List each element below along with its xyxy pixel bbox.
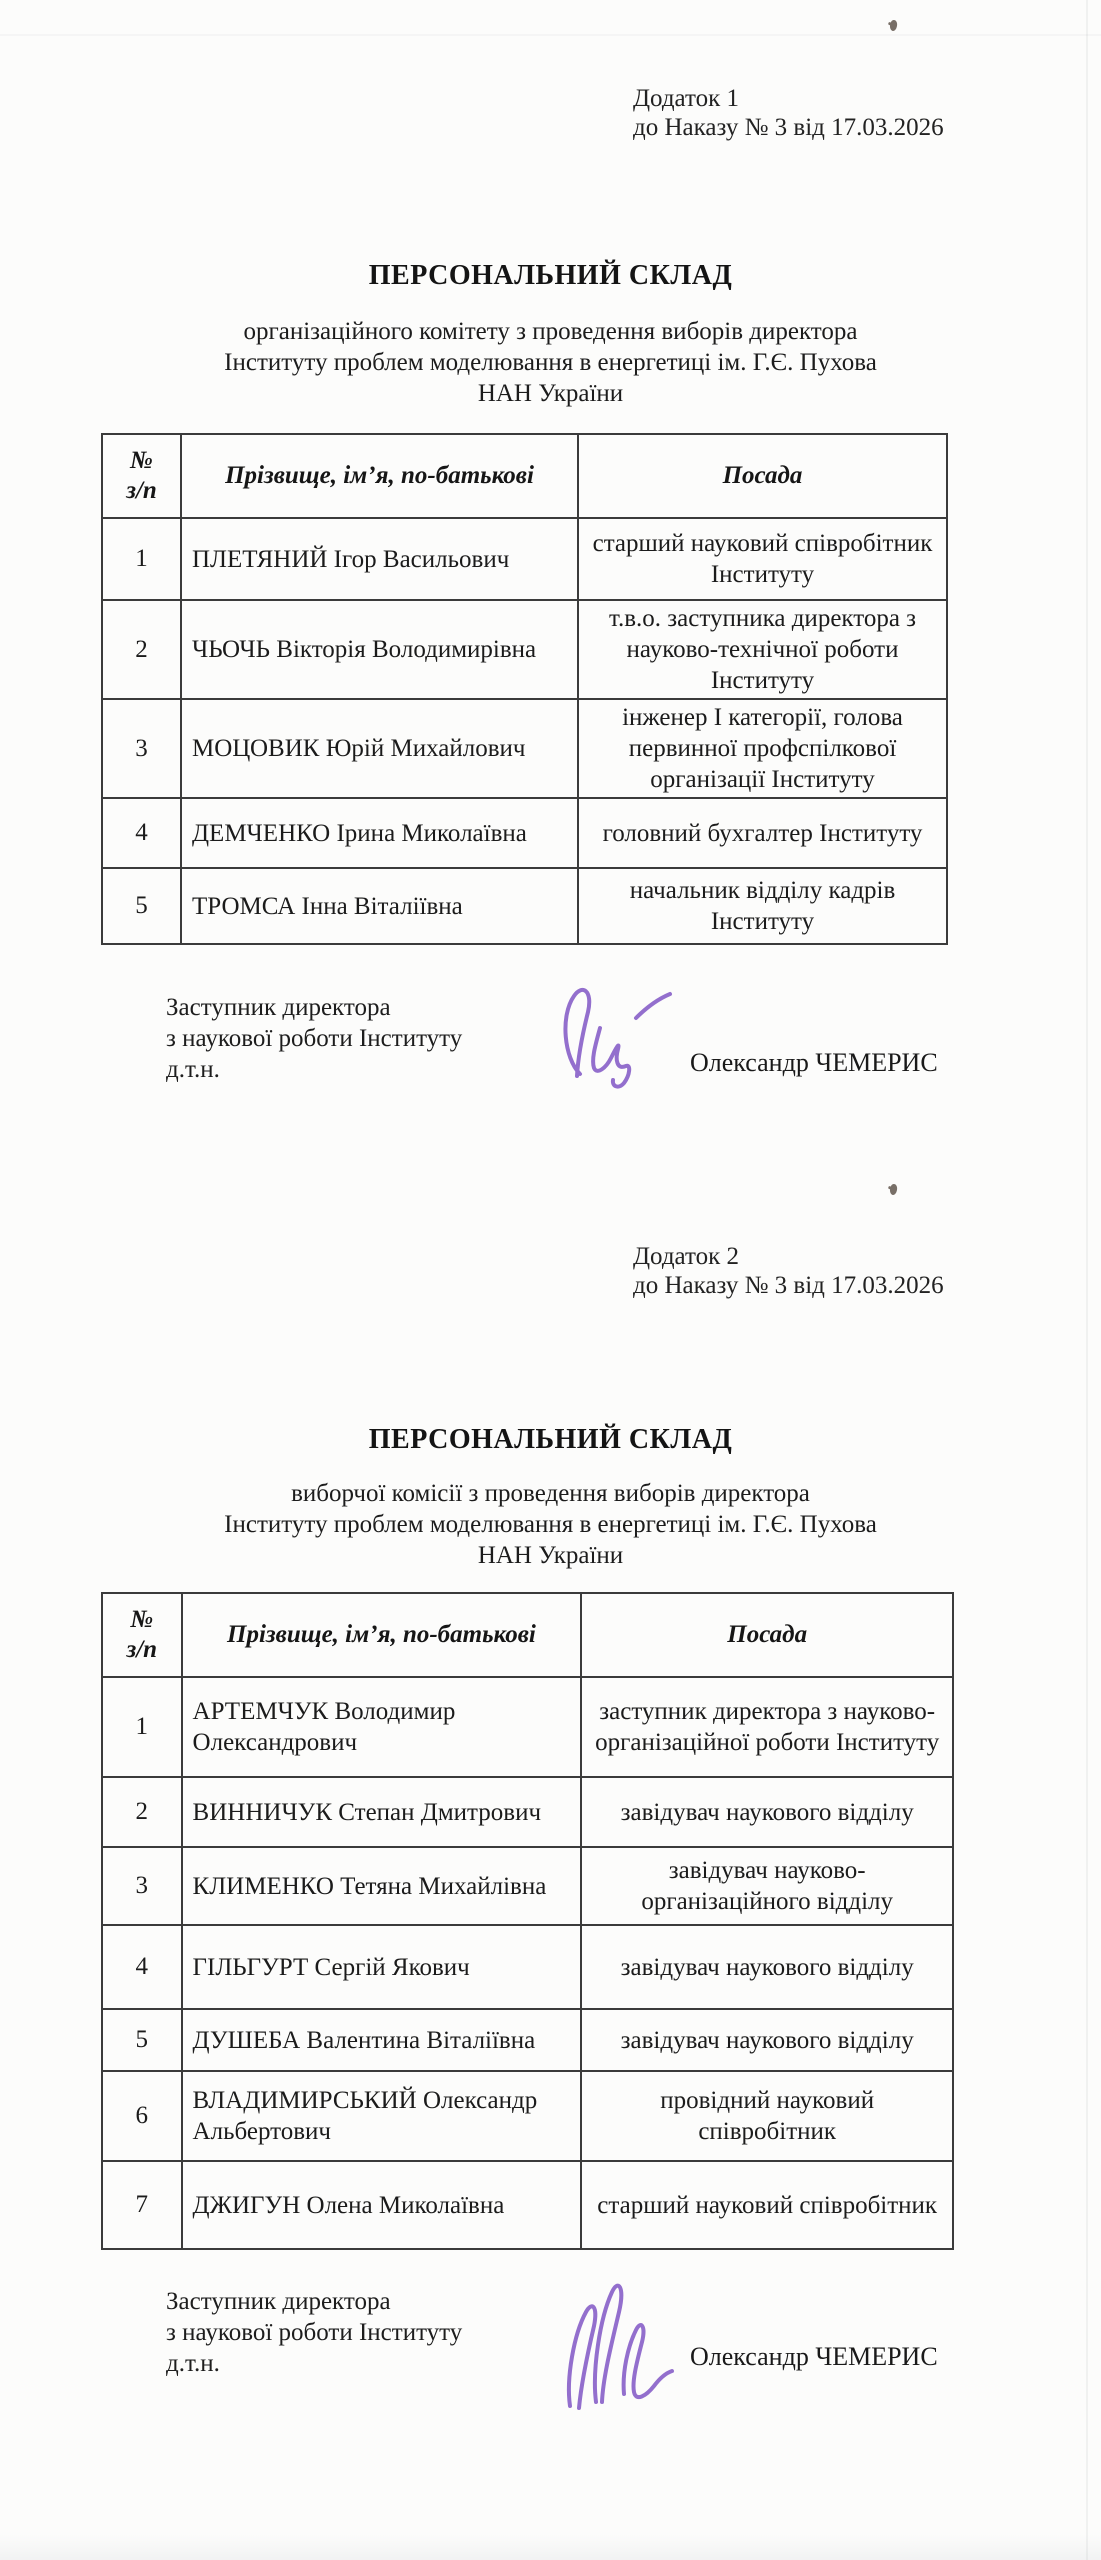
row-number: 1 bbox=[102, 1677, 182, 1777]
document-subtitle-2 bbox=[0, 1478, 1101, 1571]
scan-bottom-shade bbox=[0, 2534, 1101, 2560]
table-row bbox=[102, 1925, 953, 2009]
row-number: 5 bbox=[102, 2009, 182, 2071]
signer-role-1 bbox=[166, 992, 462, 1085]
header-full-name: Прізвище, ім’я, по-батькові bbox=[181, 434, 578, 518]
signer-role-line-3: д.т.н. bbox=[166, 1056, 220, 1083]
member-position: завідувач наукового відділу bbox=[581, 1925, 953, 2009]
document-title-2: ПЕРСОНАЛЬНИЙ СКЛАД bbox=[368, 1424, 733, 1455]
member-name: ДЖИГУН Олена Миколаївна bbox=[182, 2161, 582, 2249]
member-position: старший науковий співробітник bbox=[581, 2161, 953, 2249]
row-number: 2 bbox=[102, 600, 181, 699]
header-number: № з/п bbox=[102, 434, 181, 518]
member-name: ДЕМЧЕНКО Ірина Миколаївна bbox=[181, 798, 578, 868]
member-name: ПЛЕТЯНИЙ Ігор Васильович bbox=[181, 518, 578, 600]
row-number: 1 bbox=[102, 518, 181, 600]
table-row bbox=[102, 600, 947, 699]
signer-role-line-2: з наукової роботи Інституту bbox=[166, 2319, 463, 2346]
member-position: т.в.о. заступника директора з науково-технічної роботи Інституту bbox=[578, 600, 947, 699]
table-row bbox=[102, 798, 947, 868]
header-full-name: Прізвище, ім’я, по-батькові bbox=[182, 1593, 582, 1677]
handwritten-signature-1 bbox=[542, 976, 682, 1098]
signer-role-line-3: д.т.н. bbox=[166, 2350, 220, 2377]
member-name: ВИННИЧУК Степан Дмитрович bbox=[182, 1777, 582, 1847]
subtitle-line-1: організаційного комітету з проведення виборів директора bbox=[243, 318, 858, 345]
member-position: провідний науковий співробітник bbox=[581, 2071, 953, 2161]
member-position: головний бухгалтер Інституту bbox=[578, 798, 947, 868]
subtitle-line-3: НАН України bbox=[477, 380, 624, 407]
table-header-row bbox=[102, 434, 947, 518]
signer-role-2 bbox=[166, 2286, 462, 2379]
subtitle-line-2: Інституту проблем моделювання в енергетиці ім. Г.Є. Пухова bbox=[224, 1511, 877, 1538]
scan-speck bbox=[889, 1183, 898, 1195]
member-position: інженер І категорії, голова первинної профспілкової організації Інституту bbox=[578, 699, 947, 798]
table-row bbox=[102, 2071, 953, 2161]
member-name: ТРОМСА Інна Віталіївна bbox=[181, 868, 578, 944]
handwritten-signature-2 bbox=[548, 2270, 676, 2414]
signer-name-1: Олександр ЧЕМЕРИС bbox=[690, 1048, 938, 1077]
table-row bbox=[102, 2161, 953, 2249]
header-position: Посада bbox=[581, 1593, 953, 1677]
committee-members-table bbox=[101, 433, 948, 945]
subtitle-line-2: Інституту проблем моделювання в енергетиці ім. Г.Є. Пухова bbox=[224, 349, 877, 376]
member-position: заступник директора з науково-організаційної роботи Інституту bbox=[581, 1677, 953, 1777]
annex-line-2: до Наказу № 3 від 17.03.2026 bbox=[633, 1272, 944, 1299]
subtitle-line-1: виборчої комісії з проведення виборів директора bbox=[291, 1480, 810, 1507]
member-name: АРТЕМЧУК Володимир Олександрович bbox=[182, 1677, 582, 1777]
member-name: ЧЬОЧЬ Вікторія Володимирівна bbox=[181, 600, 578, 699]
row-number: 3 bbox=[102, 1847, 182, 1925]
member-position: старший науковий співробітник Інституту bbox=[578, 518, 947, 600]
member-name: ДУШЕБА Валентина Віталіївна bbox=[182, 2009, 582, 2071]
member-name: ВЛАДИМИРСЬКИЙ Олександр Альбертович bbox=[182, 2071, 582, 2161]
member-name: КЛИМЕНКО Тетяна Михайлівна bbox=[182, 1847, 582, 1925]
document-subtitle-1 bbox=[0, 316, 1101, 409]
row-number: 6 bbox=[102, 2071, 182, 2161]
signer-role-line-1: Заступник директора bbox=[166, 994, 391, 1021]
document-title-1: ПЕРСОНАЛЬНИЙ СКЛАД bbox=[368, 260, 733, 291]
scan-top-shade bbox=[0, 34, 1101, 36]
row-number: 4 bbox=[102, 1925, 182, 2009]
header-number: № з/п bbox=[102, 1593, 182, 1677]
annex-line-1: Додаток 1 bbox=[633, 85, 739, 112]
annex-line-2: до Наказу № 3 від 17.03.2026 bbox=[633, 114, 944, 141]
annex-note-2 bbox=[633, 1242, 944, 1300]
scan-speck bbox=[889, 19, 898, 31]
member-name: МОЦОВИК Юрій Михайлович bbox=[181, 699, 578, 798]
row-number: 3 bbox=[102, 699, 181, 798]
member-position: начальник відділу кадрів Інституту bbox=[578, 868, 947, 944]
signer-name-2: Олександр ЧЕМЕРИС bbox=[690, 2342, 938, 2371]
table-row bbox=[102, 518, 947, 600]
table-row bbox=[102, 1677, 953, 1777]
row-number: 2 bbox=[102, 1777, 182, 1847]
table-row bbox=[102, 1847, 953, 1925]
signer-role-line-2: з наукової роботи Інституту bbox=[166, 1025, 463, 1052]
row-number: 4 bbox=[102, 798, 181, 868]
member-name: ГІЛЬГУРТ Сергій Якович bbox=[182, 1925, 582, 2009]
annex-line-1: Додаток 2 bbox=[633, 1243, 739, 1270]
table-row bbox=[102, 1777, 953, 1847]
row-number: 7 bbox=[102, 2161, 182, 2249]
member-position: завідувач наукового відділу bbox=[581, 1777, 953, 1847]
signer-role-line-1: Заступник директора bbox=[166, 2288, 391, 2315]
header-position: Посада bbox=[578, 434, 947, 518]
table-row bbox=[102, 868, 947, 944]
table-row bbox=[102, 2009, 953, 2071]
table-header-row bbox=[102, 1593, 953, 1677]
member-position: завідувач наукового відділу bbox=[581, 2009, 953, 2071]
row-number: 5 bbox=[102, 868, 181, 944]
annex-note-1 bbox=[633, 84, 944, 142]
table-row bbox=[102, 699, 947, 798]
subtitle-line-3: НАН України bbox=[477, 1542, 624, 1569]
election-commission-table bbox=[101, 1592, 954, 2250]
member-position: завідувач науково-організаційного відділу bbox=[581, 1847, 953, 1925]
